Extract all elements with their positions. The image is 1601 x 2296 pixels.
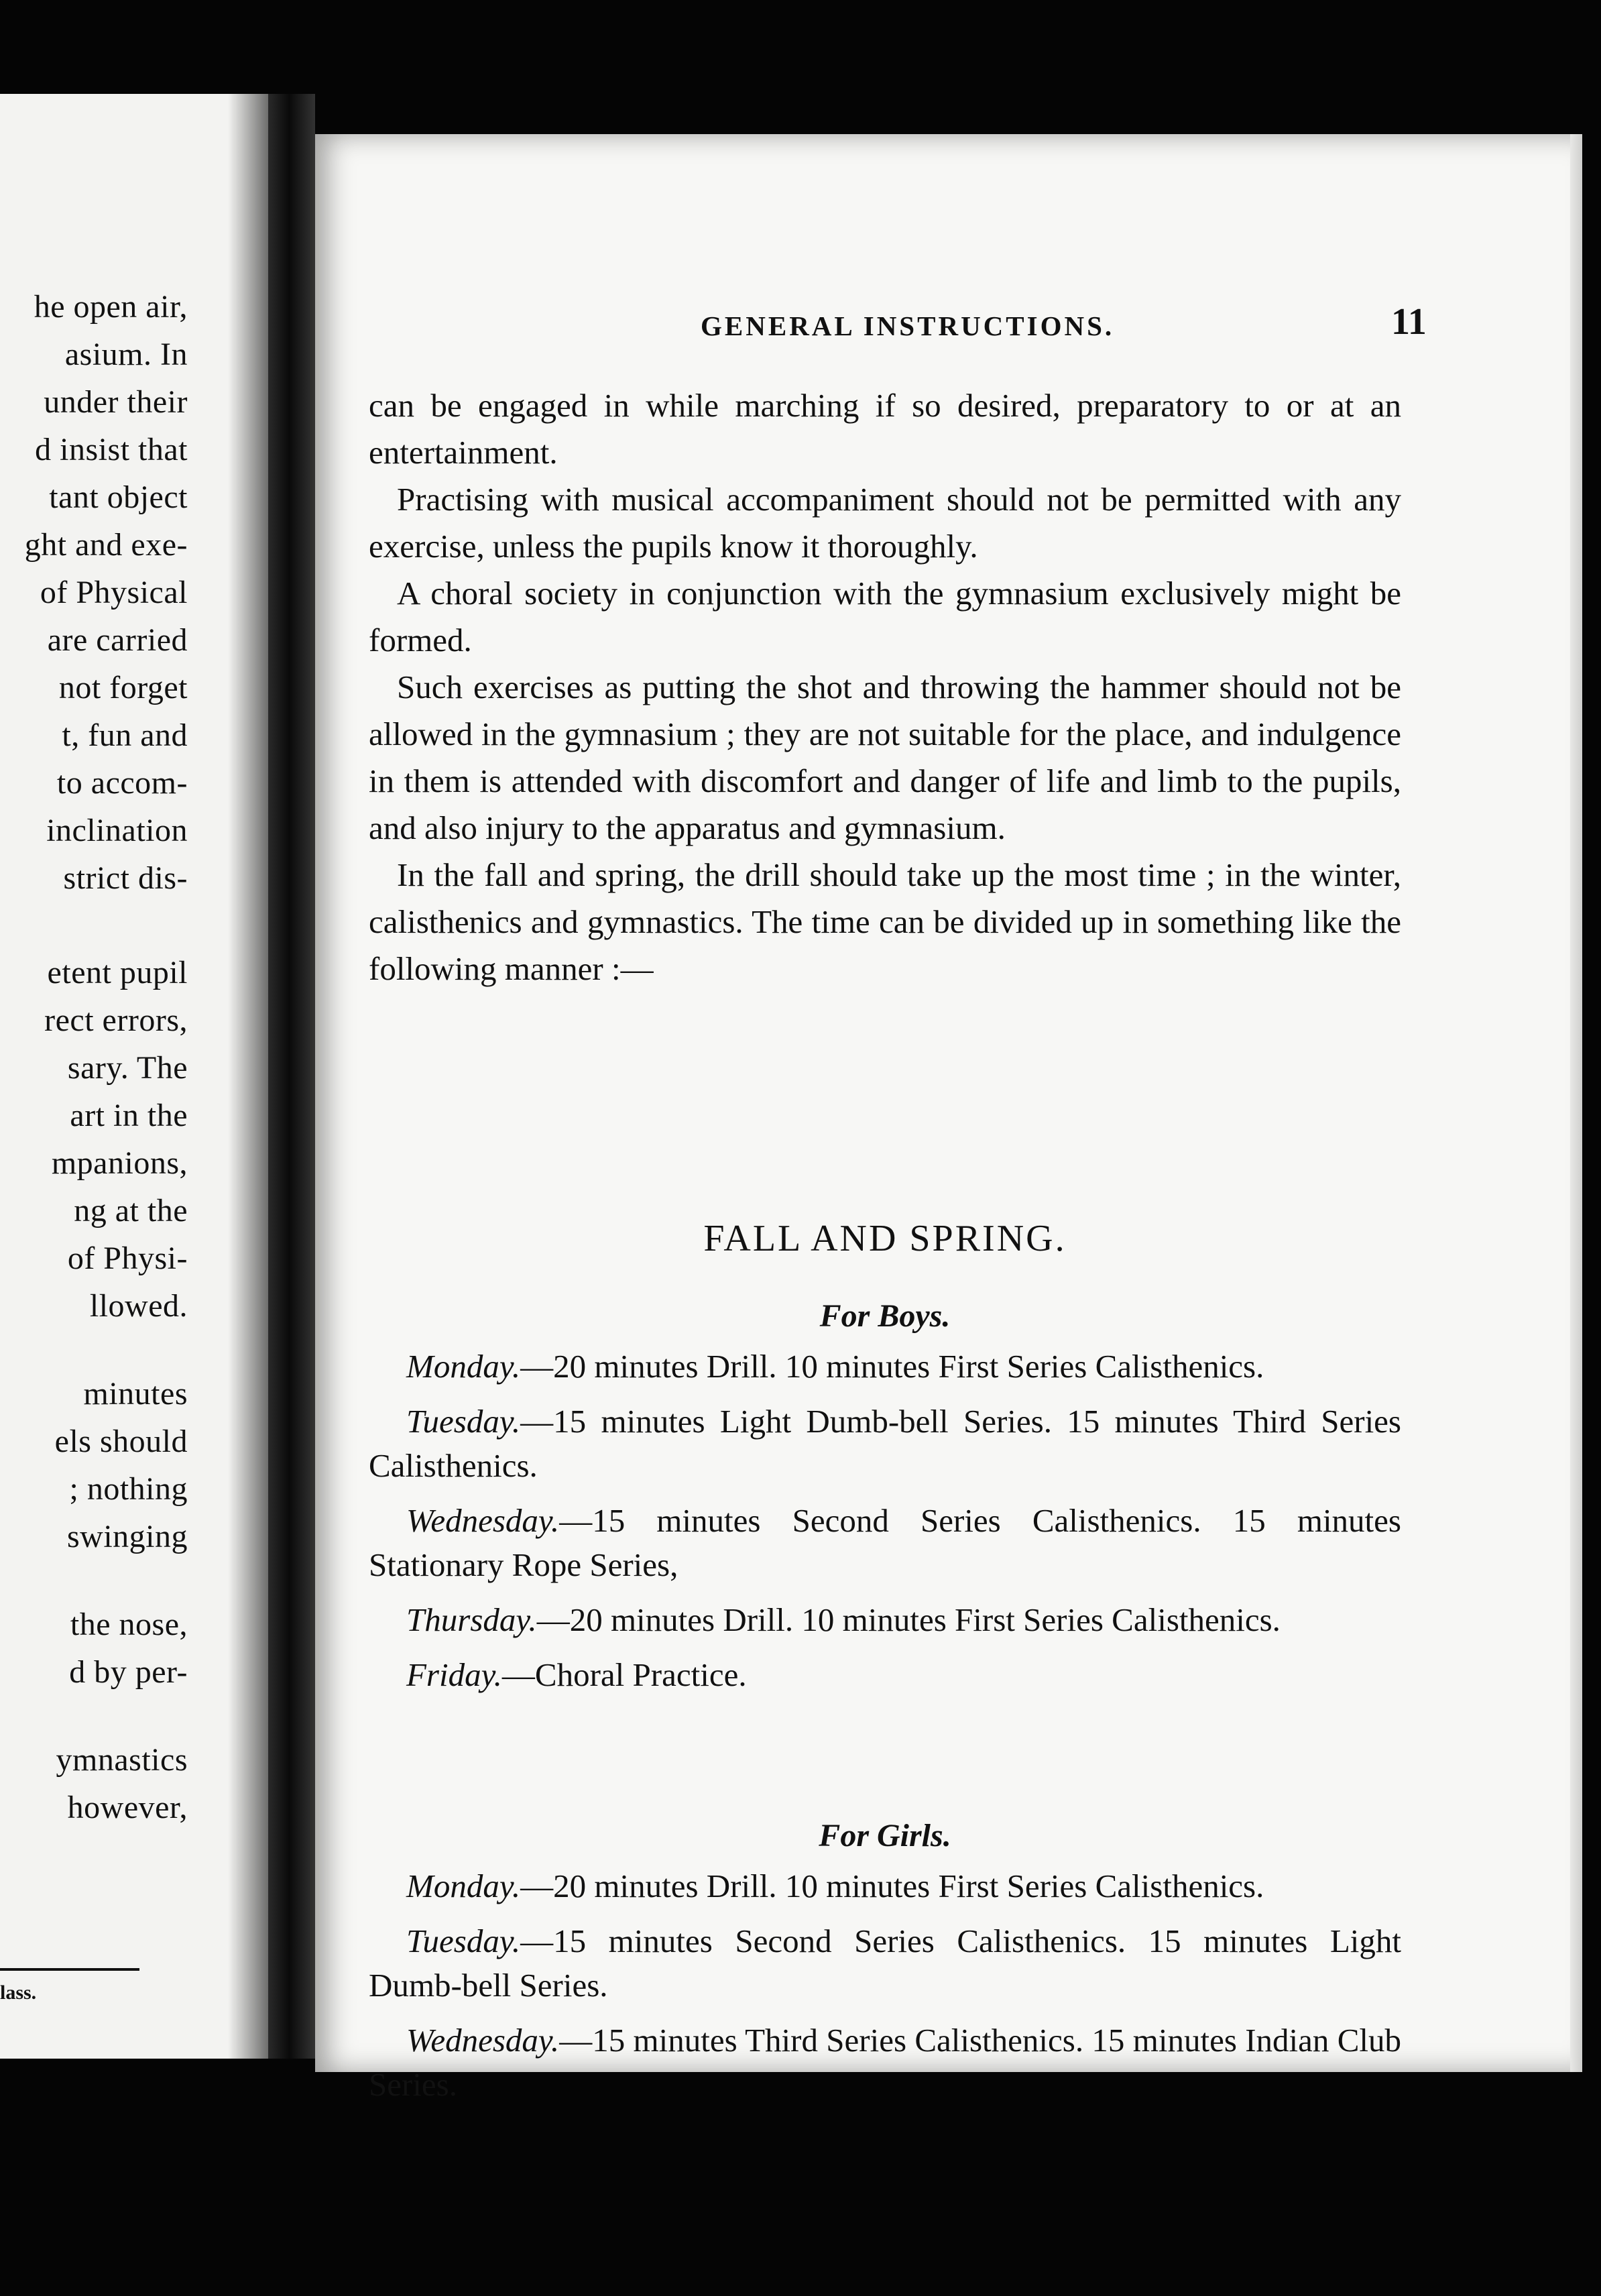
left-page-line: ng at the	[74, 1193, 188, 1228]
schedule-entry	[369, 1344, 1401, 1389]
left-page-line: minutes	[83, 1376, 188, 1412]
schedule-text: —15 minutes Light Dumb-bell Series. 15 minutes Third Series Calisthenics.	[369, 1403, 1401, 1484]
left-page-line: mpanions,	[51, 1145, 188, 1181]
paragraph: A choral society in conjunction with the gymnasium exclusively might be formed.	[369, 575, 1401, 658]
running-head: GENERAL INSTRUCTIONS.	[701, 310, 1115, 341]
paragraph: Practising with musical accompaniment should not be permitted with any exercise, unless the pupils know it thoroughly.	[369, 481, 1401, 565]
schedule-text: —20 minutes Drill. 10 minutes First Series Calisthenics.	[536, 1601, 1281, 1638]
left-page-line: ; nothing	[69, 1471, 188, 1507]
left-page-line: sary. The	[67, 1050, 188, 1086]
schedule-entry	[369, 1499, 1401, 1587]
footnote-rule	[0, 1968, 139, 1971]
left-page-line: of Physical	[40, 575, 188, 610]
schedule-day: Friday.	[406, 1656, 502, 1693]
book-gutter	[268, 94, 315, 2059]
schedule-day: Wednesday.	[406, 1502, 560, 1539]
schedule-entry	[369, 2018, 1401, 2107]
left-page-line: inclination	[46, 813, 188, 848]
left-page-line: rect errors,	[44, 1002, 188, 1038]
left-page-line: however,	[67, 1790, 188, 1825]
left-page-line: strict dis-	[63, 860, 188, 896]
body-text	[369, 382, 1401, 992]
left-page-line: ght and exe-	[24, 527, 188, 563]
left-page-line: of Physi-	[67, 1241, 188, 1276]
schedule-entry	[369, 1399, 1401, 1488]
section-heading: FALL AND SPRING.	[703, 1218, 1067, 1259]
left-page-line: llowed.	[89, 1288, 188, 1324]
schedule-text: —Choral Practice.	[501, 1656, 747, 1693]
left-page-line: els should	[54, 1424, 188, 1459]
paragraph: can be engaged in while marching if so desired, preparatory to or at an entertainment.	[369, 387, 1401, 471]
page-curve-shadow	[228, 94, 268, 2059]
left-page-line: under their	[44, 384, 188, 420]
left-page-line: not forget	[58, 670, 188, 705]
schedule-entry	[369, 1598, 1401, 1642]
left-page-fragment	[0, 94, 268, 2059]
left-page-line: tant object	[49, 479, 188, 515]
left-page-line: the nose,	[70, 1607, 188, 1642]
schedule-entry	[369, 1864, 1401, 1908]
schedule-text: —15 minutes Second Series Calisthenics. 15 minutes Light Dumb-bell Series.	[369, 1922, 1401, 2004]
boys-schedule	[369, 1344, 1401, 1708]
boys-heading: For Boys.	[819, 1298, 951, 1334]
girls-heading: For Girls.	[819, 1818, 951, 1853]
left-page-line: are carried	[47, 622, 188, 658]
left-page-line: swinging	[66, 1519, 188, 1554]
schedule-entry	[369, 1653, 1401, 1697]
schedule-day: Tuesday.	[406, 1922, 521, 1959]
left-page-line: he open air,	[34, 289, 188, 325]
left-page-line: etent pupil	[47, 955, 188, 990]
left-page-line: to accom-	[56, 765, 188, 801]
girls-schedule	[369, 1864, 1401, 2118]
schedule-day: Tuesday.	[406, 1403, 521, 1440]
left-page-line: t, fun and	[62, 718, 188, 753]
paragraph: Such exercises as putting the shot and throwing the hammer should not be allowed in the gymnasium ; they are not suitable for the place, and indulgence in them is attended with discomfort and danger of life and limb to the pupils, and also injury to the apparatus and gymnasium.	[369, 669, 1401, 846]
page-edge	[1570, 134, 1582, 2072]
left-page-footnote: lass.	[0, 1982, 37, 2004]
schedule-day: Monday.	[406, 1868, 521, 1904]
left-page-line: d insist that	[35, 432, 188, 467]
paragraph: In the fall and spring, the drill should take up the most time ; in the winter, calisthenics and gymnastics. The time can be divided up in something like the following manner :—	[369, 856, 1401, 987]
schedule-text: —20 minutes Drill. 10 minutes First Series Calisthenics.	[520, 1868, 1264, 1904]
schedule-entry	[369, 1919, 1401, 2008]
schedule-text: —20 minutes Drill. 10 minutes First Series Calisthenics.	[520, 1348, 1264, 1385]
schedule-day: Thursday.	[406, 1601, 537, 1638]
left-page-line: ymnastics	[56, 1742, 188, 1778]
left-page-line: art in the	[70, 1098, 188, 1133]
schedule-text: —15 minutes Second Series Calisthenics. 15 minutes Stationary Rope Series,	[369, 1502, 1401, 1583]
schedule-day: Wednesday.	[406, 2022, 560, 2059]
schedule-text: —15 minutes Third Series Calisthenics. 15 minutes Indian Club Series.	[369, 2022, 1401, 2103]
left-page-line: d by per-	[69, 1654, 188, 1690]
book-page	[315, 134, 1582, 2103]
page-number: 11	[1391, 301, 1427, 343]
left-page-line: asium. In	[64, 337, 188, 372]
schedule-day: Monday.	[406, 1348, 521, 1385]
